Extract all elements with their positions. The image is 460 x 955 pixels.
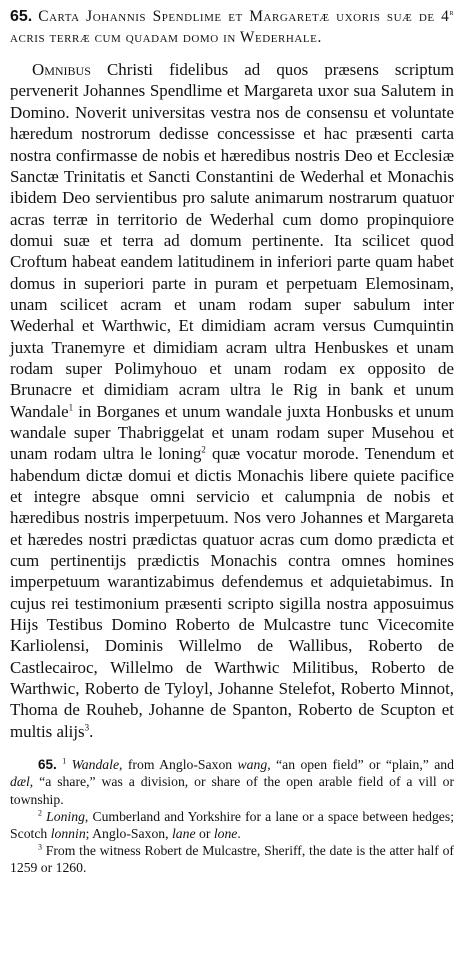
footnote-1 <box>10 756 454 808</box>
charter-title <box>10 8 454 46</box>
footnote-3-mark: 3 <box>38 842 42 852</box>
charter-text-end: . <box>89 721 94 741</box>
footnote-3-text: From the witness Robert de Mulcastre, Sheriff, the date is the atter half of 1259 or 1260. <box>10 843 454 876</box>
footnote-1-mark: 1 <box>62 756 67 766</box>
footnote-2-text-a: , Cumberland and Yorkshire for a lane or a space between hedges; Scotch <box>10 808 455 841</box>
footnote-2-lane: lane <box>171 825 196 841</box>
footnote-2-lone: lone <box>213 825 238 841</box>
charter-title-superscript: r <box>449 7 454 17</box>
footnote-mark-2: 2 <box>201 444 206 455</box>
charter-number: 65. <box>10 8 33 26</box>
footnotes <box>10 756 454 876</box>
footnote-2 <box>10 808 454 842</box>
footnote-1-term: Wandale <box>71 757 120 773</box>
footnote-section-number: 65. <box>38 757 57 773</box>
footnote-2-lonnin: lonnin <box>50 825 86 841</box>
charter-text-part-2: in Borganes et unum wandale juxta Honbusks et unum wandale super Thabriggelat et unam rodam super Musehou et unam rodam ultra le loning <box>10 401 454 464</box>
footnote-3 <box>10 842 454 876</box>
charter-title-text: Carta Johannis Spendlime et Margaretæ uxoris suæ de 4 <box>38 8 450 26</box>
footnote-2-mark: 2 <box>38 808 42 818</box>
charter-text-part-1: Christi fidelibus ad quos præsens scriptum pervenerit Johannes Spendlime et Margareta uxor sua Salutem in Domino. Noverit universitas vestra nos de consensu et voluntate hæredum nostrorum dedisse concessisse et hac præsenti carta nostra confirmasse de nobis et hæredibus nostris Deo et Ecclesiæ Sanctæ Trinitatis et Sancti Constantini de Wederhal et Monachis ibidem Deo servientibus pro salute animarum nostrarum quatuor acras terræ in territorio de Wederhal cum domo propinquiore domui suæ et terra ad domum pertinente. Ita scilicet quod Croftum habeat eandem latitudinem in inferiori parte quam habet domus in superiori parte in puram et perpetuam Elemosinam, unam scilicet acram et unam rodam super sabulum inter Wederhal et Warthwic, Et dimidiam acram versus Cumquintin juxta Tranemyre et dimidiam acram ultra Henbuskes et unam rodam super Polimyhouo et unam rodam ex opposito de Brunacre et dimidiam acram ultra le Rig in bank et unum Wandale <box>10 60 454 421</box>
charter-heading <box>10 2 454 48</box>
charter-body <box>10 59 454 742</box>
charter-title-rest: acris terræ cum quadam domo in Wederhale. <box>10 29 322 47</box>
opening-word: Omnibus <box>32 60 91 80</box>
footnote-mark-1: 1 <box>68 402 74 412</box>
charter-text-part-3: quæ vocatur morode. Tenendum et habendum dictæ domui et dictis Monachis libere quiete pacifice et integre absque omni servicio et calumpnia de nobis et hæredibus nostris imperpetuum. Nos vero Johannes et Margareta et hæredes nostri prædictas quatuor acras cum domo prædicta et cum pertinentijs prædictis Monachis contra omnes homines imperpetuum warantizabimus defendemus et adquietabimus. In cujus rei testimonium præsenti scripto sigilla nostra apposuimus Hijs Testibus Domino Roberto de Mulcastre tunc Vicecomite Karliolensi, Dominis Willelmo de Wallibus, Roberto de Castlecairoc, Willelmo de Warthwic Militibus, Roberto de Warthwic, Roberto de Tyloyl, Johanne Stelefot, Roberto Minnot, Thoma de Rouheb, Johanne de Spanton, Roberto de Scupton et multis alijs <box>10 444 454 741</box>
footnote-2-or: or <box>195 825 214 841</box>
footnote-2-end: . <box>237 825 241 841</box>
footnote-1-text-a: , from Anglo-Saxon <box>119 757 238 773</box>
footnote-1-wang: wang <box>237 757 268 773</box>
footnote-mark-3: 3 <box>84 722 90 733</box>
footnote-1-dael: dæl <box>10 774 30 790</box>
footnote-2-term: Loning <box>46 808 85 824</box>
footnote-1-text-c: , “a share,” was a division, or share of the open arable field of a vill or township. <box>10 774 454 807</box>
footnote-1-text-b: , “an open field” or “plain,” and <box>267 757 454 773</box>
footnote-2-text-b: ; Anglo-Saxon, <box>85 825 172 841</box>
